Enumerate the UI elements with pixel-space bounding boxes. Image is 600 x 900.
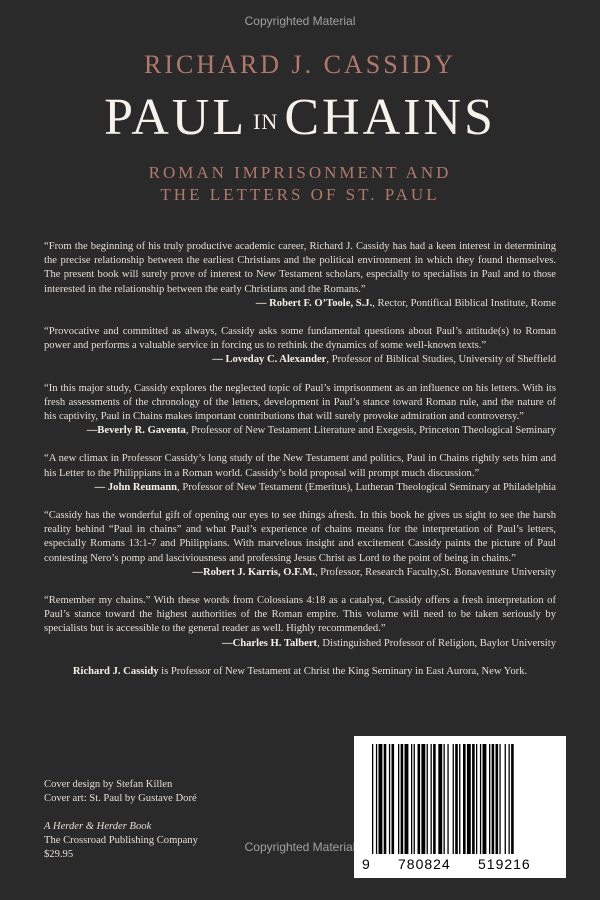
barcode-digits — [362, 856, 562, 874]
barcode-bar — [433, 744, 436, 854]
barcode-bar — [459, 744, 460, 854]
book-subtitle — [0, 162, 600, 206]
barcode-bar — [379, 744, 383, 854]
subtitle-line-1: ROMAN IMPRISONMENT AND — [148, 163, 452, 182]
barcode-bar — [398, 744, 399, 854]
endorsement-attribution — [44, 481, 556, 495]
endorser-affiliation: , Professor, Research Faculty,St. Bonaventure University — [314, 566, 556, 578]
barcode-digit-group-2: 519216 — [478, 856, 531, 872]
endorsement-attribution — [44, 637, 556, 651]
publisher-name: The Crossroad Publishing Company — [44, 835, 198, 846]
barcode-bar — [372, 744, 373, 854]
barcode-bar — [455, 744, 458, 854]
endorsement-text: “In this major study, Cassidy explores the neglected topic of Paul’s imprisonment as an influence on his letters. With its fresh assessments of the chronology of the letters, development in Paul’s stance toward Roman rule, and the nature of his captivity, Paul in Chains makes important contributions that will surely provoke admiration and controversy.” — [44, 382, 556, 423]
barcode-bar — [499, 744, 500, 854]
barcode-bar — [511, 744, 514, 854]
bio-name: Richard J. Cassidy — [72, 665, 159, 677]
price: $29.95 — [44, 849, 74, 860]
isbn-barcode — [354, 736, 566, 878]
watermark-bottom: Copyrighted Material — [244, 840, 356, 854]
endorsement-text: “Cassidy has the wonderful gift of opening our eyes to see things afresh. In this book he gives us sight to see the harsh reality behind “Paul in chains” and what Paul’s experience of chains means for the interpretation of Paul’s letters, especially Romans 13:1-7 and Philippians. With marvelous insight and excitement Cassidy paints the picture of Paul contesting Nero’s pomp and lasciviousness and professing Jesus Christ as Lord to the point of being in chains.” — [44, 510, 556, 564]
author-bio — [44, 665, 556, 679]
barcode-bar — [453, 744, 454, 854]
barcode-bar — [483, 744, 487, 854]
barcode-bar — [421, 744, 425, 854]
endorser-name: —Beverly R. Gaventa — [86, 425, 186, 437]
endorsement-attribution — [44, 424, 556, 438]
barcode-bar — [401, 744, 404, 854]
barcode-bar — [376, 744, 377, 854]
barcode-bar — [392, 744, 395, 854]
endorsement-text: “From the beginning of his truly productive academic career, Richard J. Cassidy has had a keen interest in determining the precise relationship between the earliest Christians and the political environment in which they found themselves. The present book will surely prove of interest to New Testament scholars, especially to specialists in Paul and to those interested in the relationship between the early Christians and the Romans.” — [44, 241, 556, 295]
endorsement-3 — [44, 382, 556, 439]
endorsement-5 — [44, 509, 556, 580]
endorser-name: —Charles H. Talbert — [222, 637, 318, 649]
barcode-bar — [467, 744, 471, 854]
endorsement-attribution — [44, 297, 556, 311]
barcode-bar — [463, 744, 466, 854]
barcode-bar — [411, 744, 412, 854]
title-part-paul: PAUL — [104, 89, 248, 146]
endorser-affiliation: , Rector, Pontifical Biblical Institute, Rome — [372, 297, 556, 309]
barcode-bar — [405, 744, 409, 854]
barcode-bar — [472, 744, 475, 854]
endorsement-text: “Remember my chains.” With these words from Colossians 4:18 as a catalyst, Cassidy offers a fresh interpretation of Paul’s stance toward the highest authorities of the Roman empire. This volume will need to be taken seriously by specialists but is accessible to the general reader as well. Highly recommended.” — [44, 595, 556, 635]
endorsements — [44, 240, 556, 679]
endorsement-4 — [44, 452, 556, 495]
endorser-affiliation: , Professor of New Testament (Emeritus), Lutheran Theological Seminary at Philadelphia — [177, 481, 556, 493]
barcode-bar — [438, 744, 442, 854]
title-part-in: IN — [253, 109, 279, 135]
bio-text: is Professor of New Testament at Christ the King Seminary in East Aurora, New York. — [158, 665, 528, 677]
endorsement-text: “Provocative and committed as always, Cassidy asks some fundamental questions about Paul’s attitude(s) to Roman power and performs a valuable service in forcing us to rethink the dynamics of some well-known texts.” — [44, 326, 556, 352]
barcode-bar — [447, 744, 448, 854]
endorsement-attribution — [44, 566, 556, 580]
barcode-bar — [384, 744, 387, 854]
endorsement-text: “A new climax in Professor Cassidy’s long study of the New Testament and politics, Paul in Chains rightly sets him and his Letter to the Philippians in a Roman world. Cassidy’s bold proposal will prompt much discussion.” — [44, 453, 556, 479]
barcode-bar — [489, 744, 490, 854]
barcode-bar — [505, 744, 506, 854]
barcode-bar — [509, 744, 510, 854]
watermark-top: Copyrighted Material — [244, 14, 356, 28]
endorser-affiliation: , Professor of New Testament Literature and Exegesis, Princeton Theological Seminary — [185, 425, 556, 437]
barcode-bar — [389, 744, 390, 854]
endorser-name: — Loveday C. Alexander — [212, 354, 327, 366]
endorser-name: —Robert J. Karris, O.F.M. — [192, 566, 315, 578]
barcode-bar — [476, 744, 477, 854]
subtitle-line-2: THE LETTERS OF ST. PAUL — [160, 185, 440, 204]
cover-design-credit: Cover design by Stefan Killen — [44, 779, 173, 790]
endorser-name: — John Reumann — [94, 481, 178, 493]
cover-art-credit: Cover art: St. Paul by Gustave Doré — [44, 793, 197, 804]
author-name: RICHARD J. CASSIDY — [144, 50, 456, 79]
endorser-name: — Robert F. O’Toole, S.J. — [255, 297, 373, 309]
endorsement-2 — [44, 325, 556, 368]
barcode-digit-prefix: 9 — [362, 856, 371, 872]
barcode-bar — [427, 744, 428, 854]
endorsement-6 — [44, 594, 556, 651]
title-part-chains: CHAINS — [284, 89, 496, 146]
barcode-bar — [444, 744, 445, 854]
endorsement-1 — [44, 240, 556, 311]
endorsement-attribution — [44, 353, 556, 367]
barcode-bar — [418, 744, 421, 854]
imprint-line: A Herder & Herder Book — [44, 821, 152, 832]
book-title — [0, 89, 600, 146]
barcode-bar — [492, 744, 495, 854]
cover-credits — [44, 778, 197, 806]
endorser-affiliation: , Professor of Biblical Studies, University of Sheffield — [326, 354, 556, 366]
barcode-bar — [480, 744, 481, 854]
endorser-affiliation: , Distinguished Professor of Religion, Baylor University — [317, 637, 556, 649]
barcode-bar — [496, 744, 499, 854]
barcode-bar — [431, 744, 432, 854]
barcode-bars — [372, 744, 552, 854]
barcode-digit-group-1: 780824 — [398, 856, 451, 872]
barcode-bar — [414, 744, 415, 854]
